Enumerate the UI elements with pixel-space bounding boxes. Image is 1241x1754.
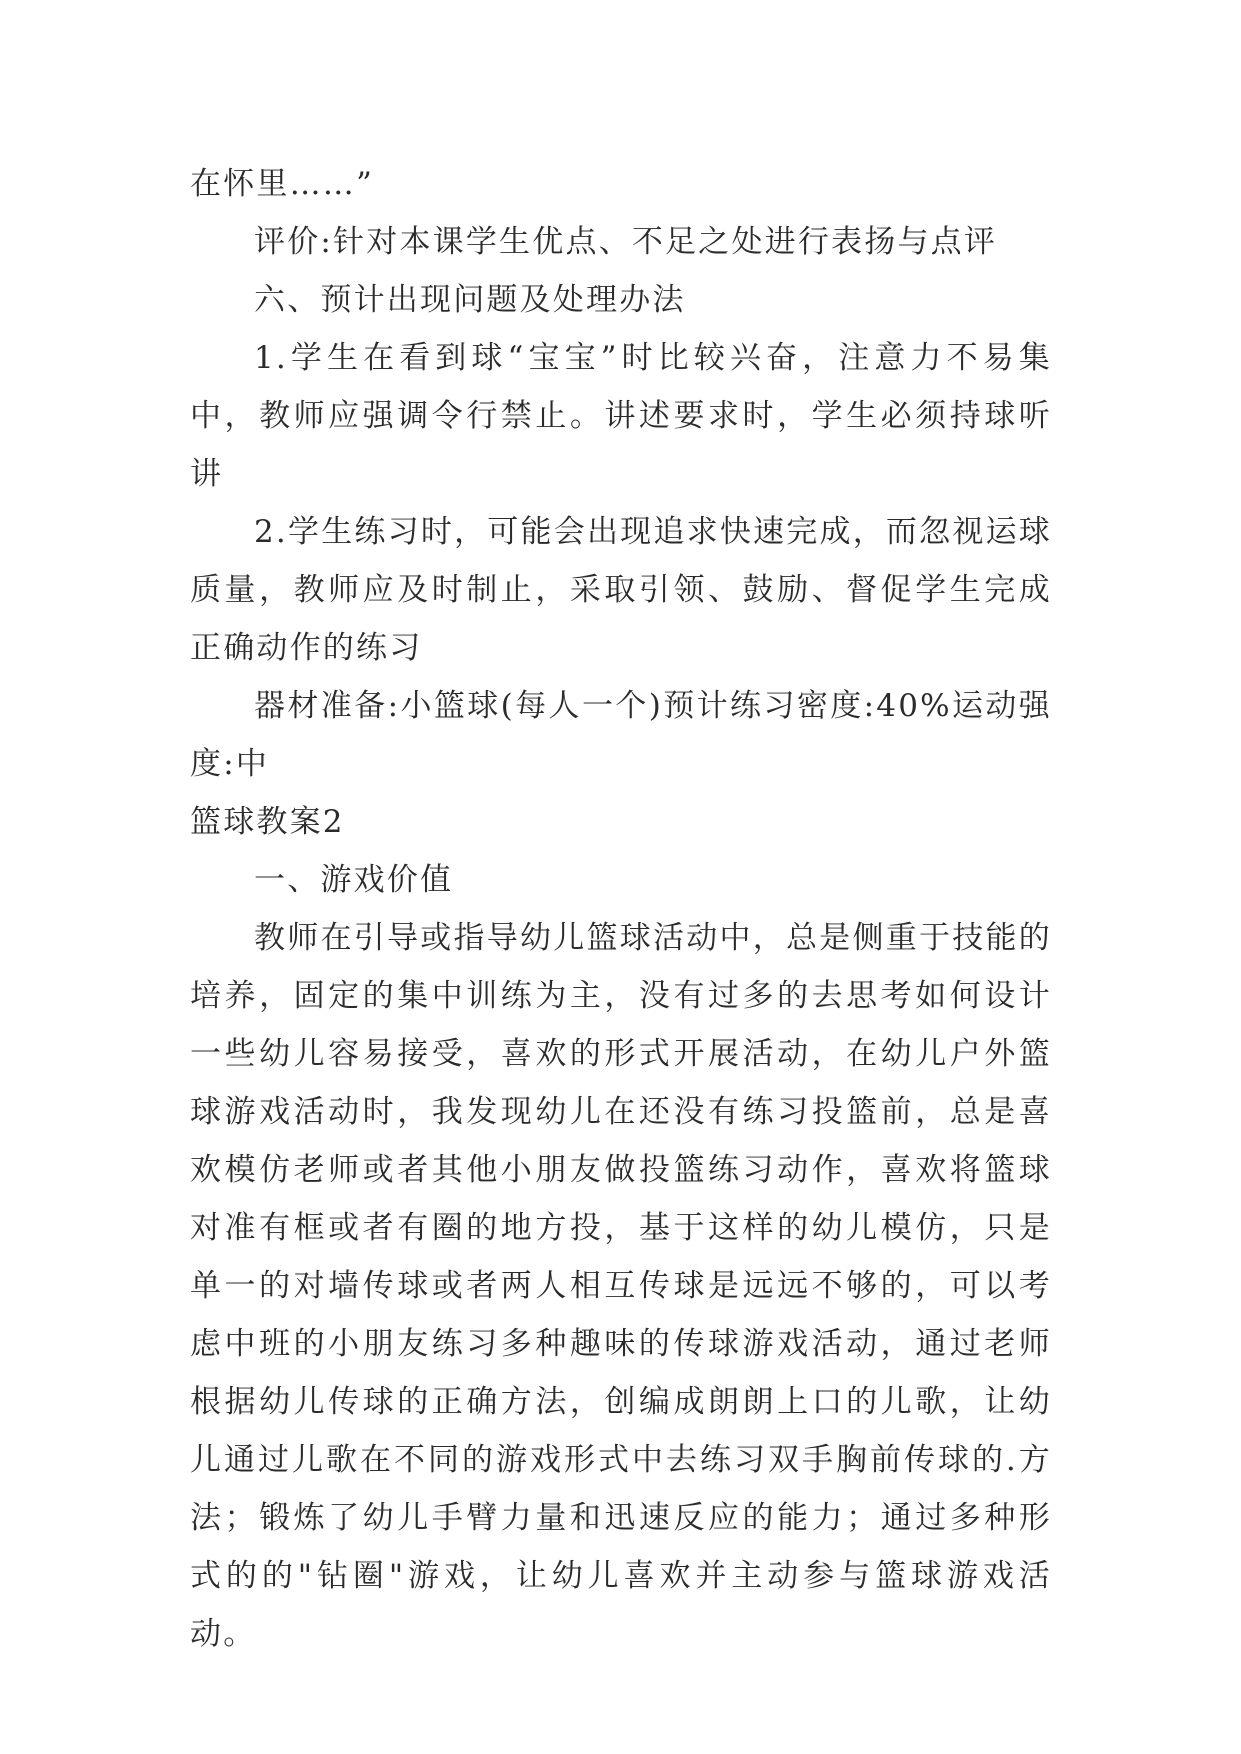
paragraph-problem-2: 2.学生练习时，可能会出现追求快速完成，而忽视运球质量，教师应及时制止，采取引领、鼓励、督促学生完成正确动作的练习 bbox=[190, 514, 1052, 666]
section-heading-game-value: 一、游戏价值 bbox=[254, 862, 454, 898]
paragraph-evaluation: 评价:针对本课学生优点、不足之处进行表扬与点评 bbox=[254, 224, 998, 260]
paragraph-equipment: 器材准备:小篮球(每人一个)预计练习密度:40%运动强度:中 bbox=[190, 688, 1052, 782]
paragraph-game-value: 教师在引导或指导幼儿篮球活动中，总是侧重于技能的培养，固定的集中训练为主，没有过多的去思考如何设计一些幼儿容易接受，喜欢的形式开展活动，在幼儿户外篮球游戏活动时，我发现幼儿在还没有练习投篮前，总是喜欢模仿老师或者其他小朋友做投篮练习动作，喜欢将篮球对准有框或者有圈的地方投，基于这样的幼儿模仿，只是单一的对墙传球或者两人相互传球是远远不够的，可以考虑中班的小朋友练习多种趣味的传球游戏活动，通过老师根据幼儿传球的正确方法，创编成朗朗上口的儿歌，让幼儿通过儿歌在不同的游戏形式中去练习双手胸前传球的.方法；锻炼了幼儿手臂力量和迅速反应的能力；通过多种形式的的"钻圈"游戏，让幼儿喜欢并主动参与篮球游戏活动。 bbox=[190, 920, 1052, 1652]
paragraph-continuation: 在怀里……” bbox=[190, 166, 375, 202]
section-heading-problems: 六、预计出现问题及处理办法 bbox=[254, 282, 686, 318]
document-body bbox=[190, 155, 1052, 1663]
lesson-title: 篮球教案2 bbox=[190, 804, 345, 840]
paragraph-problem-1: 1.学生在看到球“宝宝”时比较兴奋，注意力不易集中，教师应强调令行禁止。讲述要求时，学生必须持球听讲 bbox=[190, 340, 1052, 492]
